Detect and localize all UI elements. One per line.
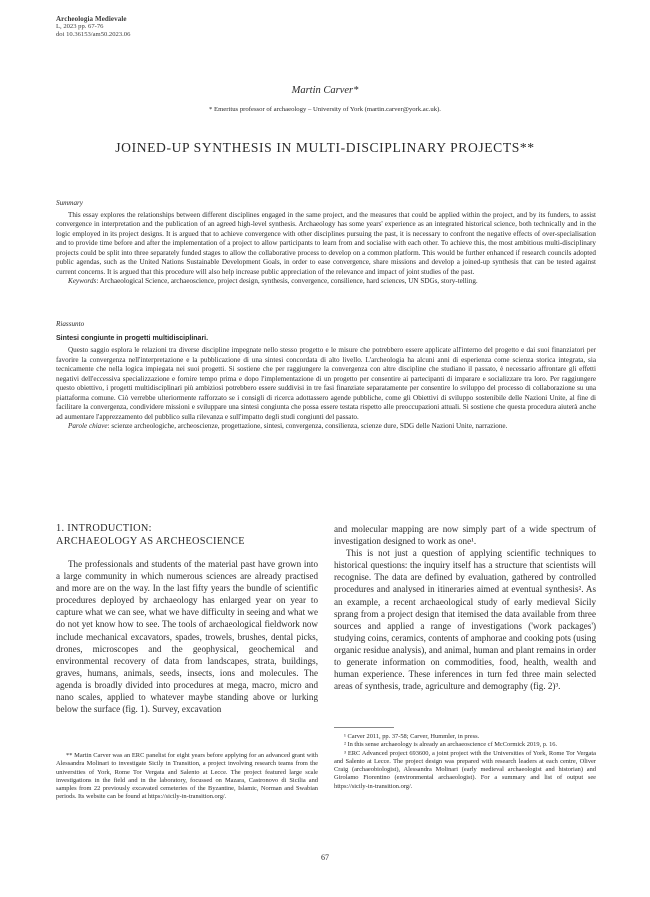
body-paragraph: This is not just a question of applying scientific techniques to historical questions: the inquiry itself has a structure that scientists will recognise. The data are defined by evaluation, gathered by controlled procedures and analysed in itineraries aimed at eventual synthesis². As an example, a recent archaeological study of early medieval Sicily sprang from a project design that itemised the data available from three sources and applied a range of investigations ('work packages') studying coins, ceramics, contents of amphorae and cooking pots (using organic residue analysis), and animal, human and plant remains in order to generate information on commodities, food, health, wealth and human experience. These inferences in turn fed three main selected areas of synthesis, trade, agriculture and demography (fig. 2)³. [334,548,596,692]
section-heading [56,523,318,548]
keywords-text: : Archaeological Science, archaeoscience, project design, synthesis, convergence, consilience, hard sciences, UN SDGs, story-telling. [96,277,478,285]
body-column-left [56,523,318,715]
section-heading-line2: ARCHAEOLOGY AS ARCHEOSCIENCE [56,535,245,547]
footnote-star: ** Martin Carver was an ERC panelist for eight years before applying for an advanced grant with Alessandra Molinari to investigate Sicily in Transition, a project involving research teams from the universities of York, Rome Tor Vergata and Salento at Lecce. The project featured large scale investigations in the field and in the laboratory, focussed on Mazara, Castronovo di Sicilia and samples from 22 previously excavated cemeteries of the Byzantine, Islamic, Norman and Swabian periods. Its website can be found at https://sicily-in-transition.org/. [56,752,318,801]
riassunto-keywords [56,422,596,432]
footnote-3: ³ ERC Advanced project 693600, a joint project with the Universities of York, Rome Tor Vergata and Salento at Lecce. The project design was prepared with research leaders at each centre, Oliver Craig (archaeobiologist), Alessandra Molinari (early medieval archaeologist and historian) and Girolamo Fiorentino (environmental archaeologist). For a summary and list of output see https://sicily-in-transition.org/. [334,749,596,790]
summary-text: This essay explores the relationships between different disciplines engaged in the same project, and the measures that could be applied within the project, and by its funders, to assist convergence in interpretation and the publication of an agreed high-level synthesis. Archaeology has some years' experience as an integrated historical science, both technically and in the logic employed in its project designs. It is argued that to achieve convergence with other disciplines pursuing the past, it is necessary to confront the negative effects of over-specialisation and to provide time before and after the implementation of a project to allow participants to learn from and socialise with each other. To achieve this, the most ambitious multi-disciplinary projects could be split into three separately funded stages to allow the collaborative process to develop on a common platform. This would be further enhanced if research councils adopted public agendas, such as the United Nations Sustainable Development Goals, in order to ease convergence, share missions and develop a joined-up synthesis that can be tested against current concerns. It is argued that this procedure will also help increase public appreciation of the relevance and impact of joint studies of the past. [56,210,596,276]
summary-keywords [56,277,596,287]
riassunto-block [56,320,596,432]
body-column-right [334,523,596,692]
parole-chiave-text: : scienze archeologiche, archeoscienze, progettazione, sintesi, convergenza, consilienza, scienze dure, SDG delle Nazioni Unite, narrazione. [107,422,508,430]
riassunto-heading: Riassunto [56,320,85,328]
journal-header [56,15,130,40]
parole-chiave-label: Parole chiave [68,422,108,430]
body-paragraph: The professionals and students of the material past have grown into a large community in which numerous sciences are already practised and more are on the way. In the last fifty years the bundle of scientific procedures deployed by archaeology has enlarged year on year to capture what we can see, what we have difficulty in seeing and what we do not yet know how to see. The tools of archaeological fieldwork now include mechanical excavators, spades, trowels, brushes, dental picks, drones, microscopes and the geophysical, geochemical and environmental recovery of data from landscapes, strata, buildings, graves, humans, animals, seeds, insects, ions and molecules. The agenda is broadly divided into procedures at mega, macro, micro and nano scales, applied to whatever maybe standing above or lurking below the surface (fig. 1). Survey, excavation [56,559,318,715]
paper-title: JOINED-UP SYNTHESIS IN MULTI-DISCIPLINARY PROJECTS** [115,140,535,155]
keywords-label: Keywords [68,277,97,285]
journal-volume: L, 2023 pp. 67-76 [56,23,104,31]
footnote-2: ² In this sense archaeology is already an archaeoscience cf McCormick 2019, p. 16. [344,741,558,749]
section-heading-line1: 1. INTRODUCTION: [56,523,152,534]
journal-doi: doi 10.36153/am50.2023.06 [56,31,131,39]
summary-heading: Summary [56,199,83,207]
author-affiliation: * Emeritus professor of archaeology – University of York (martin.carver@york.ac.uk). [209,106,441,113]
riassunto-text: Questo saggio esplora le relazioni tra diverse discipline impegnate nello stesso progetto e le misure che potrebbero essere applicate all'interno del progetto e dai suoi finanziatori per favorire la convergenza nell'interpretazione e la pubblicazione di una sintesi concordata di alto livello. L'archeologia ha alcuni anni di esperienza come scienza storica integrata, sia tecnicamente che nella logica impiegata nei suoi progetti. Si sostiene che per raggiungere la convergenza con altre discipline che studiano il passato, è necessario affrontare gli effetti negativi dell'eccessiva specializzazione e fornire tempo prima e dopo l'implementazione di un progetto per consentire ai partecipanti di imparare e socializzare tra loro. Per raggiungere questo obiettivo, i progetti multidisciplinari più ambiziosi potrebbero essere suddivisi in tre fasi finanziate separatamente per consentire lo sviluppo del processo di collaborazione su una piattaforma comune. Ciò verrebbe ulteriormente rafforzato se i consigli di ricerca adottassero agende pubbliche, come gli Obiettivi di sviluppo sostenibile delle Nazioni Unite, al fine di facilitare la convergenza, condividere missioni e sviluppare una sintesi congiunta che possa essere testata rispetto alle preoccupazioni attuali. Si sostiene che questa procedura aiuterà anche ad aumentare l'apprezzamento del pubblico sulla rilevanza e sull'impatto degli studi congiunti del passato. [56,346,596,421]
page-number: 67 [321,853,329,862]
footnote-divider [334,727,394,728]
body-paragraph-continued: and molecular mapping are now simply part of a wide spectrum of investigation designed to work as one¹. [334,524,596,547]
author-name: Martin Carver* [291,85,359,96]
footnote-author-note [56,752,318,802]
journal-name: Archeologia Medievale [56,15,127,23]
riassunto-subtitle: Sintesi congiunte in progetti multidisciplinari. [56,334,209,342]
footnotes-block [334,733,596,791]
summary-block [56,199,596,287]
footnote-1: ¹ Carver 2011, pp. 37-58; Carver, Hummler, in press. [344,733,480,740]
